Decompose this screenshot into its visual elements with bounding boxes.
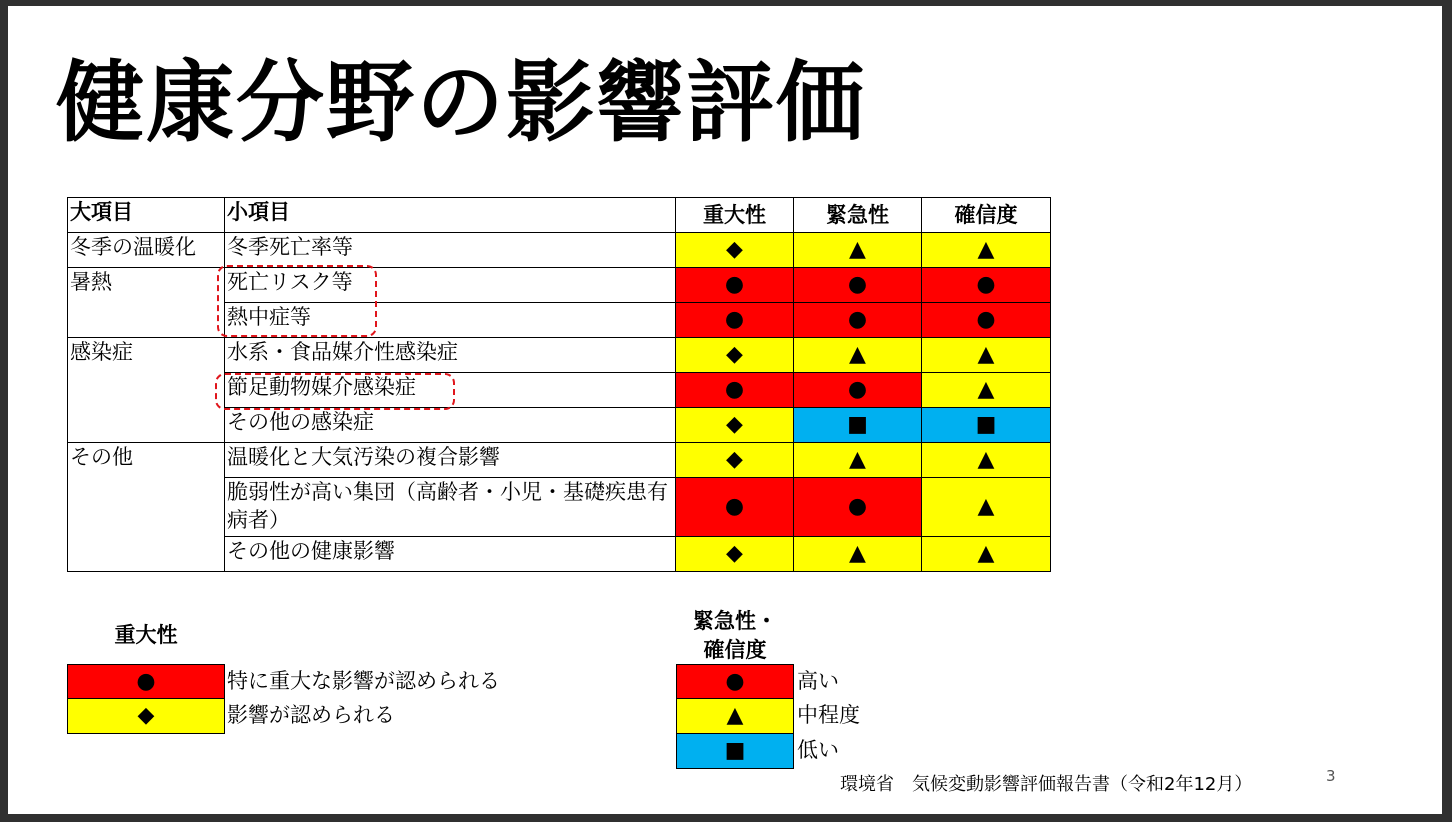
item-cell: 死亡リスク等	[225, 268, 676, 303]
legend-urgency-label: 低い	[797, 738, 839, 762]
table-row	[68, 338, 1051, 373]
highlight-heat-items	[217, 265, 377, 337]
legend-severity-symbol: ◆	[67, 698, 225, 734]
urgency-cell: ▲	[794, 233, 922, 268]
urgency-cell: ●	[794, 268, 922, 303]
urgency-cell: ▲	[794, 338, 922, 373]
category-cell: 感染症	[68, 338, 225, 443]
confidence-cell: ▲	[922, 373, 1051, 408]
confidence-cell: ●	[922, 303, 1051, 338]
slide	[8, 6, 1442, 814]
table-row	[68, 443, 1051, 478]
legend-severity-symbol: ●	[67, 664, 225, 699]
confidence-cell: ▲	[922, 233, 1051, 268]
legend-urgency-label: 中程度	[797, 703, 860, 727]
slide-title: 健康分野の影響評価	[56, 51, 867, 154]
confidence-cell: ▲	[922, 537, 1051, 572]
severity-cell: ●	[676, 373, 794, 408]
legend-urgency-symbol: ■	[676, 733, 794, 769]
confidence-cell: ■	[922, 408, 1051, 443]
highlight-vector-borne	[215, 373, 455, 410]
urgency-cell: ●	[794, 478, 922, 537]
page-number: 3	[1326, 767, 1336, 785]
severity-cell: ◆	[676, 233, 794, 268]
legend-severity-label: 影響が認められる	[227, 703, 395, 727]
item-cell: 節足動物媒介感染症	[225, 373, 676, 408]
item-cell: その他の感染症	[225, 408, 676, 443]
table-row	[68, 233, 1051, 268]
item-cell: 水系・食品媒介性感染症	[225, 338, 676, 373]
severity-cell: ◆	[676, 537, 794, 572]
source-citation: 環境省 気候変動影響評価報告書（令和2年12月）	[840, 774, 1253, 795]
header-severity: 重大性	[676, 198, 794, 233]
header-urgency: 緊急性	[794, 198, 922, 233]
legend-urgency-title-line: 確信度	[703, 638, 767, 662]
urgency-cell: ●	[794, 303, 922, 338]
confidence-cell: ▲	[922, 478, 1051, 537]
legend-severity-label: 特に重大な影響が認められる	[227, 669, 500, 693]
severity-cell: ◆	[676, 443, 794, 478]
header-category: 大項目	[68, 198, 225, 233]
legend-severity-title: 重大性	[114, 623, 178, 647]
header-confidence: 確信度	[922, 198, 1051, 233]
legend-urgency-symbol: ●	[676, 664, 794, 699]
confidence-cell: ▲	[922, 443, 1051, 478]
urgency-cell: ■	[794, 408, 922, 443]
table-header-row	[68, 198, 1051, 233]
confidence-cell: ●	[922, 268, 1051, 303]
category-cell: 暑熱	[68, 268, 225, 338]
item-cell: その他の健康影響	[225, 537, 676, 572]
item-cell: 熱中症等	[225, 303, 676, 338]
severity-cell: ◆	[676, 408, 794, 443]
legend-urgency-label: 高い	[797, 669, 839, 693]
category-cell: その他	[68, 443, 225, 572]
header-item: 小項目	[225, 198, 676, 233]
urgency-cell: ▲	[794, 443, 922, 478]
severity-cell: ●	[676, 303, 794, 338]
confidence-cell: ▲	[922, 338, 1051, 373]
item-cell: 脆弱性が高い集団（高齢者・小児・基礎疾患有病者）	[225, 478, 676, 537]
severity-cell: ●	[676, 478, 794, 537]
legend-urgency-symbol: ▲	[676, 698, 794, 734]
severity-cell: ●	[676, 268, 794, 303]
legend-urgency-title-line: 緊急性・	[693, 609, 777, 633]
legend-urgency-title	[676, 607, 794, 665]
urgency-cell: ▲	[794, 537, 922, 572]
category-cell: 冬季の温暖化	[68, 233, 225, 268]
item-cell: 温暖化と大気汚染の複合影響	[225, 443, 676, 478]
urgency-cell: ●	[794, 373, 922, 408]
item-cell: 冬季死亡率等	[225, 233, 676, 268]
severity-cell: ◆	[676, 338, 794, 373]
table-row	[68, 268, 1051, 303]
